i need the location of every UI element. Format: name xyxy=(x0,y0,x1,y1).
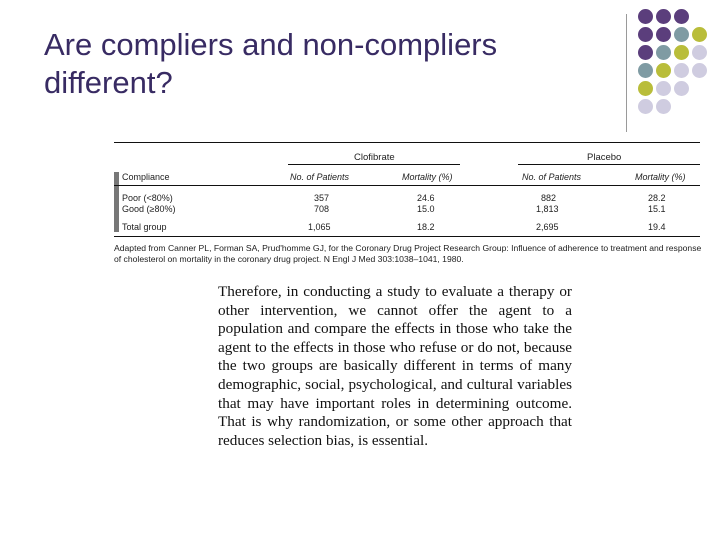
placebo-header-rule xyxy=(518,164,700,165)
decorative-dot xyxy=(674,27,689,42)
table-bottom-rule xyxy=(114,236,700,237)
title-divider xyxy=(626,14,627,132)
column-header-clofibrate-patients: No. of Patients xyxy=(290,172,350,182)
decorative-dot-grid xyxy=(638,9,720,121)
cell-clofibrate-mortality-total: 18.2 xyxy=(417,222,435,232)
decorative-dot xyxy=(692,45,707,60)
cell-placebo-mortality-total: 19.4 xyxy=(648,222,666,232)
group-header-clofibrate: Clofibrate xyxy=(354,152,395,163)
decorative-dot xyxy=(692,63,707,78)
group-header-placebo: Placebo xyxy=(587,152,622,163)
table-side-bar xyxy=(114,172,119,232)
decorative-dot xyxy=(656,99,671,114)
decorative-dot xyxy=(638,63,653,78)
decorative-dot xyxy=(638,27,653,42)
row-label-good: Good (≥80%) xyxy=(122,204,176,214)
decorative-dot xyxy=(674,81,689,96)
decorative-dot xyxy=(638,45,653,60)
decorative-dot xyxy=(656,45,671,60)
cell-placebo-patients-good: 1,813 xyxy=(536,204,559,214)
decorative-dot xyxy=(656,27,671,42)
cell-clofibrate-mortality-poor: 24.6 xyxy=(417,193,435,203)
table-caption: Adapted from Canner PL, Forman SA, Prud'homme GJ, for the Coronary Drug Project Research Group: Influence of adherence to treatment and response of cholesterol on mortality in the coronary drug project. N Engl J Med 303:1038–1041, 1980. xyxy=(114,243,702,264)
decorative-dot xyxy=(638,99,653,114)
cell-placebo-patients-total: 2,695 xyxy=(536,222,559,232)
decorative-dot xyxy=(638,9,653,24)
clofibrate-header-rule xyxy=(288,164,460,165)
quote-paragraph: Therefore, in conducting a study to evaluate a therapy or other intervention, we cannot offer the agent to a population and compare the effects in those who take the agent to the effects in those who refuse or do not, because the two groups are basically different in terms of many demographic, social, psychological, and cultural variables that may have important roles in determining outcome. That is why randomization, or some other approach that reduces selection bias, is essential. xyxy=(218,283,572,449)
column-header-placebo-patients: No. of Patients xyxy=(522,172,582,182)
decorative-dot xyxy=(674,45,689,60)
column-header-compliance: Compliance xyxy=(122,172,170,182)
decorative-dot xyxy=(674,9,689,24)
row-label-total: Total group xyxy=(122,222,167,232)
slide-title: Are compliers and non-compliers different? xyxy=(44,27,498,100)
decorative-dot xyxy=(656,63,671,78)
decorative-dot xyxy=(656,81,671,96)
compliance-table xyxy=(114,142,700,272)
column-header-clofibrate-mortality: Mortality (%) xyxy=(402,172,453,182)
cell-placebo-mortality-good: 15.1 xyxy=(648,204,666,214)
cell-clofibrate-patients-poor: 357 xyxy=(314,193,330,203)
table-top-rule xyxy=(114,142,700,143)
row-label-poor: Poor (<80%) xyxy=(122,193,173,203)
decorative-dot xyxy=(674,63,689,78)
cell-clofibrate-mortality-good: 15.0 xyxy=(417,204,435,214)
cell-placebo-patients-poor: 882 xyxy=(541,193,557,203)
cell-placebo-mortality-poor: 28.2 xyxy=(648,193,666,203)
decorative-dot xyxy=(638,81,653,96)
header-bottom-rule xyxy=(114,185,700,186)
cell-clofibrate-patients-total: 1,065 xyxy=(308,222,331,232)
decorative-dot xyxy=(692,27,707,42)
decorative-dot xyxy=(656,9,671,24)
column-header-placebo-mortality: Mortality (%) xyxy=(635,172,686,182)
cell-clofibrate-patients-good: 708 xyxy=(314,204,330,214)
